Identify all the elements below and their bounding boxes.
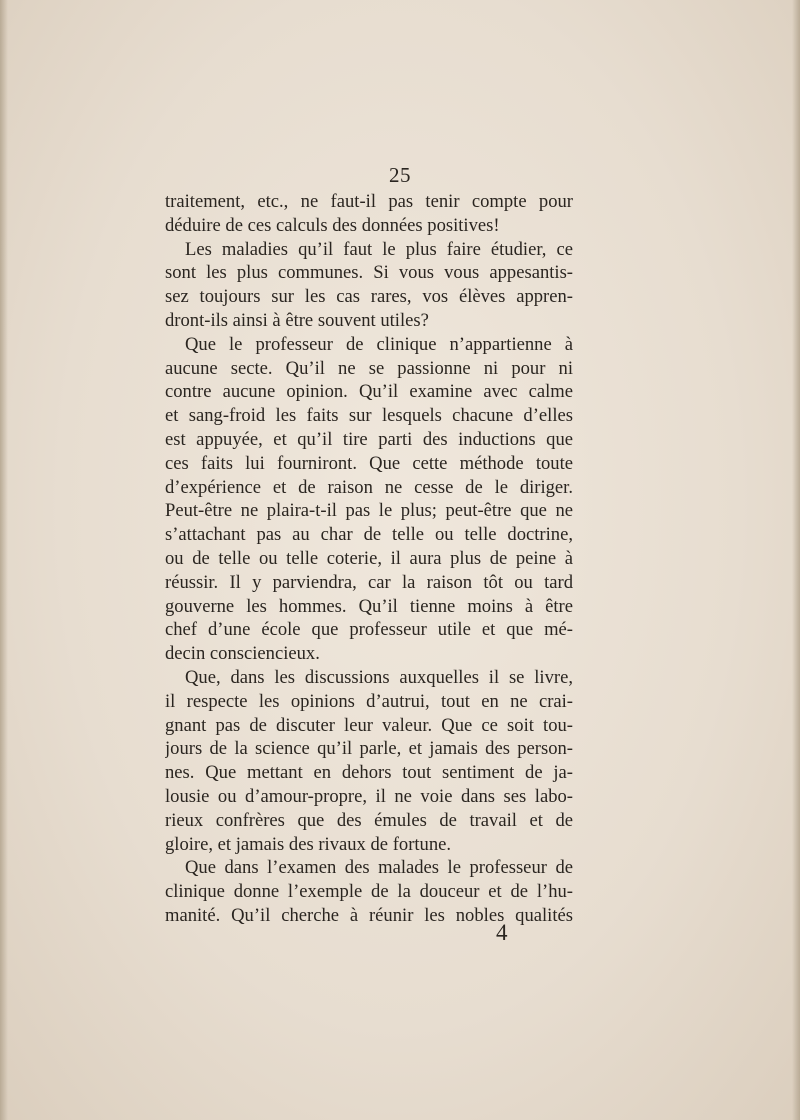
text-line: Les maladies qu’il faut le plus faire étudier, ce	[185, 238, 573, 260]
text-line: manité. Qu’il cherche à réunir les nobles qualités	[165, 904, 573, 926]
text-line: clinique donne l’exemple de la douceur et de l’hu-	[165, 881, 573, 903]
text-line: aucune secte. Qu’il ne se passionne ni pour ni	[165, 357, 573, 379]
text-line: gloire, et jamais des rivaux de fortune.	[165, 833, 452, 855]
text-line: jours de la science qu’il parle, et jamais des person-	[165, 738, 573, 760]
text-line: nes. Que mettant en dehors tout sentiment de ja-	[165, 762, 573, 784]
text-line: et sang-froid les faits sur lesquels chacune d’elles	[165, 405, 573, 427]
text-line: sont les plus communes. Si vous vous appesantis-	[165, 262, 573, 284]
text-line: decin consciencieux.	[165, 643, 320, 665]
signature-mark: 4	[496, 920, 508, 945]
text-line: réussir. Il y parviendra, car la raison tôt ou tard	[165, 571, 573, 593]
text-line: rieux confrères que des émules de travail et de	[165, 809, 573, 831]
text-line: Que, dans les discussions auxquelles il se livre,	[185, 666, 573, 688]
text-line: gnant pas de discuter leur valeur. Que ce soit tou-	[165, 714, 573, 736]
text-line: ou de telle ou telle coterie, il aura plus de peine à	[165, 547, 573, 569]
text-line: traitement, etc., ne faut-il pas tenir compte pour	[165, 191, 573, 212]
text-line: gouverne les hommes. Qu’il tienne moins à être	[165, 595, 573, 617]
text-line: ces faits lui fourniront. Que cette méthode toute	[165, 452, 573, 474]
text-line: chef d’une école que professeur utile et que mé-	[165, 619, 573, 641]
text-line: d’expérience et de raison ne cesse de le diriger.	[165, 476, 573, 498]
text-line: sez toujours sur les cas rares, vos élèves appren-	[165, 286, 573, 308]
text-line: s’attachant pas au char de telle ou telle doctrine,	[165, 524, 573, 546]
text-line: lousie ou d’amour-propre, il ne voie dans ses labo-	[165, 785, 573, 807]
text-line: dront-ils ainsi à être souvent utiles?	[165, 309, 429, 331]
text-line: contre aucune opinion. Qu’il examine avec calme	[165, 381, 573, 403]
text-line: Peut-être ne plaira-t-il pas le plus; peut-être que ne	[165, 500, 573, 522]
text-line: Que dans l’examen des malades le professeur de	[185, 857, 573, 879]
text-line: déduire de ces calculs des données positives!	[165, 214, 500, 236]
text-line: il respecte les opinions d’autrui, tout en ne crai-	[165, 690, 573, 712]
page-number: 25	[389, 163, 411, 187]
body-text	[165, 190, 573, 928]
text-line: est appuyée, et qu’il tire parti des inductions que	[165, 428, 573, 450]
text-line: Que le professeur de clinique n’appartienne à	[185, 333, 573, 355]
